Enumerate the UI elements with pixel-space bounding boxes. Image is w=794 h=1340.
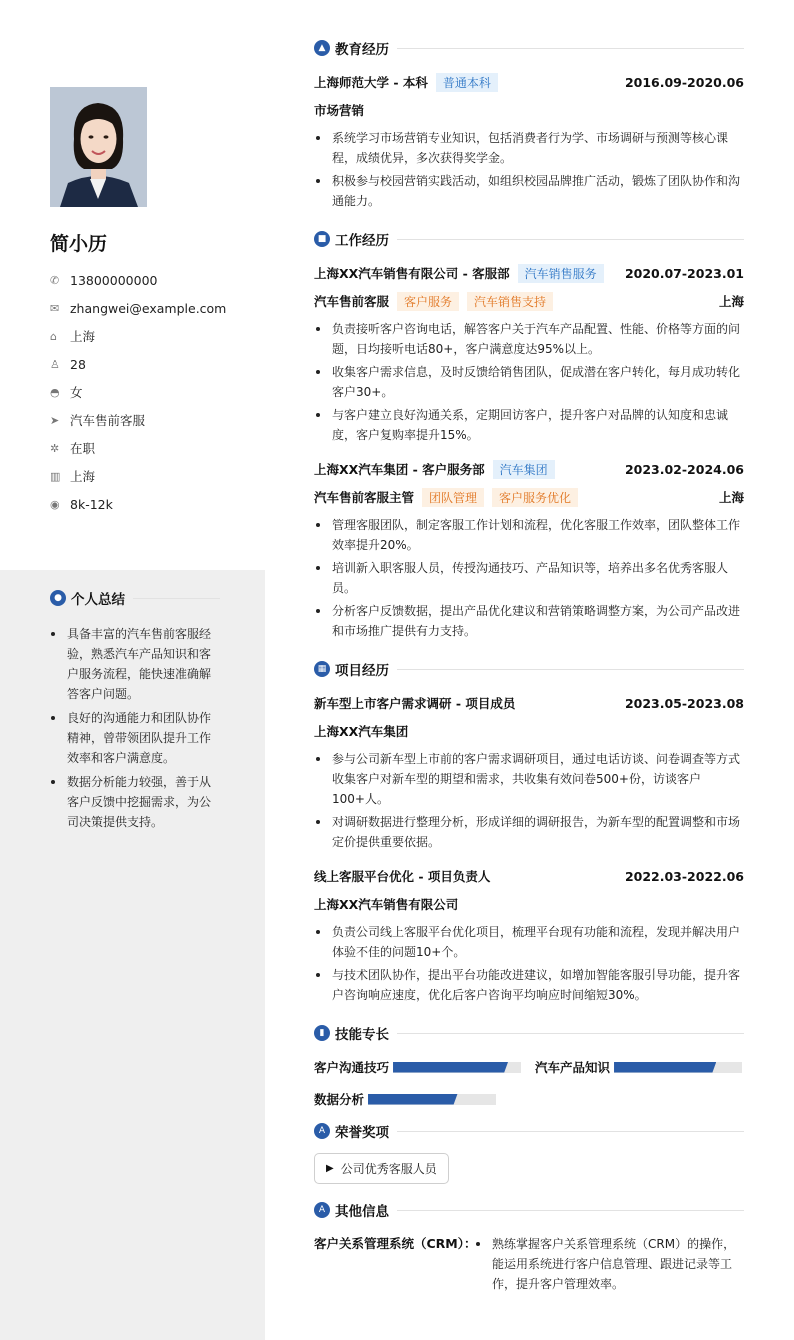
- bullet-item: 与客户建立良好沟通关系，定期回访客户，提升客户对品牌的认知度和忠诚度，客户复购率提升15%。: [314, 405, 744, 445]
- industry-tag: 汽车销售服务: [518, 264, 604, 283]
- other-bullets: [474, 1234, 744, 1294]
- summary-title: 个人总结: [71, 592, 125, 608]
- bullet-item: 管理客服团队，制定客服工作计划和流程，优化客服工作效率，团队整体工作效率提升20%。: [314, 515, 744, 555]
- divider: [133, 598, 220, 599]
- work-section: [314, 229, 744, 641]
- skills-section: [314, 1023, 744, 1109]
- work-entry: [314, 263, 744, 445]
- skill-name: 数据分析: [314, 1092, 365, 1107]
- skill-fill: [393, 1062, 508, 1073]
- award-item: [314, 1153, 449, 1184]
- profile-photo: [50, 87, 147, 207]
- awards-title: 荣誉奖项: [335, 1125, 389, 1141]
- building-icon: ▥: [50, 469, 61, 483]
- grid-icon: ▦: [314, 661, 330, 677]
- other-section: [314, 1200, 744, 1297]
- skill-fill: [614, 1062, 716, 1073]
- candidate-name: 简小历: [50, 233, 108, 255]
- person-icon: ●: [50, 590, 66, 606]
- project-name: 线上客服平台优化 - 项目负责人: [314, 869, 491, 884]
- major: 市场营销: [314, 103, 365, 118]
- skill-item: [535, 1058, 742, 1076]
- degree-tag: 普通本科: [436, 73, 498, 92]
- role-tag: 客户服务优化: [492, 488, 578, 507]
- entry-title-group: [314, 264, 604, 283]
- skill-name: 汽车产品知识: [535, 1060, 611, 1075]
- info-item: [50, 490, 250, 518]
- education-header: [314, 38, 744, 58]
- briefcase-icon: ■: [314, 231, 330, 247]
- info-text: 8k-12k: [70, 496, 113, 512]
- skills-title: 技能专长: [335, 1027, 389, 1043]
- role-tag: 团队管理: [422, 488, 484, 507]
- email-icon: ✉: [50, 301, 60, 315]
- summary-section: [50, 588, 220, 836]
- bullet-list: [314, 319, 744, 445]
- job-location: 上海: [718, 490, 744, 505]
- entry-title-group: [314, 460, 555, 479]
- bullet-item: 系统学习市场营销专业知识，包括消费者行为学、市场调研与预测等核心课程，成绩优异，多次获得奖学金。: [314, 128, 744, 168]
- job-role: 汽车售前客服主管: [314, 490, 415, 505]
- skill-item: [314, 1058, 521, 1076]
- divider: [397, 48, 744, 49]
- award-text: 公司优秀客服人员: [340, 1162, 437, 1176]
- divider: [397, 1131, 744, 1132]
- bullet-item: 收集客户需求信息，及时反馈给销售团队，促成潜在客户转化，每月成功转化客户30+。: [314, 362, 744, 402]
- info-icon: A: [314, 1202, 330, 1218]
- entry-header: [314, 866, 744, 886]
- bullet-item: 与技术团队协作，提出平台功能改进建议，如增加智能客服引导功能，提升客户咨询响应速度，优化后客户咨询平均响应时间缩短30%。: [314, 965, 744, 1005]
- company-name: 上海XX汽车销售有限公司 - 客服部: [314, 266, 510, 281]
- projects-header: [314, 659, 744, 679]
- other-entry: [314, 1234, 744, 1297]
- bullet-item: 分析客户反馈数据，提出产品优化建议和营销策略调整方案，为公司产品改进和市场推广提供有力支持。: [314, 601, 744, 641]
- info-item: [50, 406, 250, 434]
- work-title: 工作经历: [335, 233, 389, 249]
- info-item: [50, 434, 250, 462]
- education-entry: [314, 72, 744, 211]
- job-location: 上海: [718, 294, 744, 309]
- info-item: [50, 350, 250, 378]
- skill-row: [314, 1089, 744, 1109]
- bar-chart-icon: ▮: [314, 1025, 330, 1041]
- entry-date: 2022.03-2022.06: [624, 868, 744, 884]
- info-item: [50, 322, 250, 350]
- project-name: 新车型上市客户需求调研 - 项目成员: [314, 696, 516, 711]
- contact-info-list: [50, 266, 250, 518]
- company-name: 上海XX汽车集团 - 客户服务部: [314, 462, 485, 477]
- entry-subheader: [314, 721, 744, 741]
- award-icon: A: [314, 1123, 330, 1139]
- work-header: [314, 229, 744, 249]
- entry-subheader: [314, 894, 744, 914]
- info-text: 上海: [70, 469, 96, 484]
- industry-tag: 汽车集团: [493, 460, 555, 479]
- projects-title: 项目经历: [335, 663, 389, 679]
- project-company: 上海XX汽车集团: [314, 724, 409, 739]
- bullet-item: 负责公司线上客服平台优化项目，梳理平台现有功能和流程，发现并解决用户体验不佳的问题10+个。: [314, 922, 744, 962]
- info-item: [50, 462, 250, 490]
- entry-date: 2020.07-2023.01: [624, 265, 744, 281]
- entry-header: [314, 263, 744, 283]
- project-company: 上海XX汽车销售有限公司: [314, 897, 459, 912]
- skill-bar: [614, 1062, 742, 1073]
- awards-header: [314, 1121, 744, 1141]
- divider: [397, 239, 744, 240]
- divider: [397, 1210, 744, 1211]
- gender-icon: ◓: [50, 385, 60, 399]
- info-item: [50, 294, 250, 322]
- entry-header: [314, 72, 744, 92]
- skill-row: [314, 1057, 744, 1077]
- phone-icon: ✆: [50, 273, 60, 287]
- info-item: [50, 378, 250, 406]
- bullet-list: [314, 922, 744, 1005]
- bullet-item: 培训新入职客服人员，传授沟通技巧、产品知识等，培养出多名优秀客服人员。: [314, 558, 744, 598]
- project-entry: [314, 693, 744, 852]
- skill-bar: [393, 1062, 521, 1073]
- other-title: 其他信息: [335, 1204, 389, 1220]
- skills-header: [314, 1023, 744, 1043]
- salary-icon: ◉: [50, 497, 60, 511]
- awards-section: [314, 1121, 744, 1184]
- skills-list: [314, 1057, 744, 1109]
- entry-date: 2023.05-2023.08: [624, 695, 744, 711]
- bullet-item: 负责接听客户咨询电话，解答客户关于汽车产品配置、性能、价格等方面的问题，日均接听电话80+，客户满意度达95%以上。: [314, 319, 744, 359]
- main-content: [314, 38, 744, 1297]
- summary-item: 具备丰富的汽车售前客服经验，熟悉汽车产品知识和客户服务流程，能快速准确解答客户问题。: [50, 624, 220, 704]
- bullet-list: [314, 515, 744, 641]
- projects-section: [314, 659, 744, 1005]
- graduation-cap-icon: ▲: [314, 40, 330, 56]
- bullet-list: [314, 749, 744, 852]
- entry-title-group: [314, 73, 498, 92]
- work-entry: [314, 459, 744, 641]
- summary-header: [50, 588, 220, 608]
- info-text: 13800000000: [70, 272, 158, 288]
- entry-date: 2016.09-2020.06: [624, 74, 744, 90]
- entry-subheader: [314, 291, 744, 311]
- education-section: [314, 38, 744, 211]
- summary-item: 数据分析能力较强，善于从客户反馈中挖掘需求，为公司决策提供支持。: [50, 772, 220, 832]
- divider: [397, 1033, 744, 1034]
- send-icon: ➤: [50, 413, 60, 427]
- info-item: [50, 266, 250, 294]
- age-icon: ♙: [50, 357, 60, 371]
- skill-item: [314, 1090, 496, 1108]
- role-tag: 汽车销售支持: [467, 292, 553, 311]
- summary-list: [50, 624, 220, 832]
- divider: [397, 669, 744, 670]
- info-text: zhangwei@example.com: [70, 300, 227, 316]
- home-icon: ⌂: [50, 329, 57, 343]
- school-name: 上海师范大学 - 本科: [314, 75, 428, 90]
- bullet-item: 积极参与校园营销实践活动，如组织校园品牌推广活动，锻炼了团队协作和沟通能力。: [314, 171, 744, 211]
- entry-subheader: [314, 487, 744, 507]
- entry-subheader: [314, 100, 744, 120]
- status-icon: ✲: [50, 441, 60, 455]
- skill-fill: [368, 1094, 458, 1105]
- info-text: 女: [70, 385, 83, 400]
- entry-date: 2023.02-2024.06: [624, 461, 744, 477]
- role-group: [314, 488, 578, 507]
- education-title: 教育经历: [335, 42, 389, 58]
- skill-name: 客户沟通技巧: [314, 1060, 390, 1075]
- info-text: 在职: [70, 441, 96, 456]
- skill-bar: [368, 1094, 496, 1105]
- other-key: 客户关系管理系统（CRM）：: [314, 1236, 477, 1251]
- bullet-item: 熟练掌握客户关系管理系统（CRM）的操作，能运用系统进行客户信息管理、跟进记录等工作，提升客户管理效率。: [474, 1234, 744, 1294]
- other-header: [314, 1200, 744, 1220]
- project-entry: [314, 866, 744, 1005]
- bullet-list: [314, 128, 744, 211]
- role-group: [314, 292, 553, 311]
- summary-item: 良好的沟通能力和团队协作精神，曾带领团队提升工作效率和客户满意度。: [50, 708, 220, 768]
- info-text: 28: [70, 356, 86, 372]
- entry-header: [314, 693, 744, 713]
- play-icon: ▶: [326, 1163, 334, 1174]
- info-text: 汽车售前客服: [70, 413, 146, 428]
- entry-header: [314, 459, 744, 479]
- bullet-item: 对调研数据进行整理分析，形成详细的调研报告，为新车型的配置调整和市场定价提供重要依据。: [314, 812, 744, 852]
- job-role: 汽车售前客服: [314, 294, 390, 309]
- bullet-item: 参与公司新车型上市前的客户需求调研项目，通过电话访谈、问卷调查等方式收集客户对新车型的期望和需求，共收集有效问卷500+份，访谈客户100+人。: [314, 749, 744, 809]
- role-tag: 客户服务: [397, 292, 459, 311]
- info-text: 上海: [70, 329, 96, 344]
